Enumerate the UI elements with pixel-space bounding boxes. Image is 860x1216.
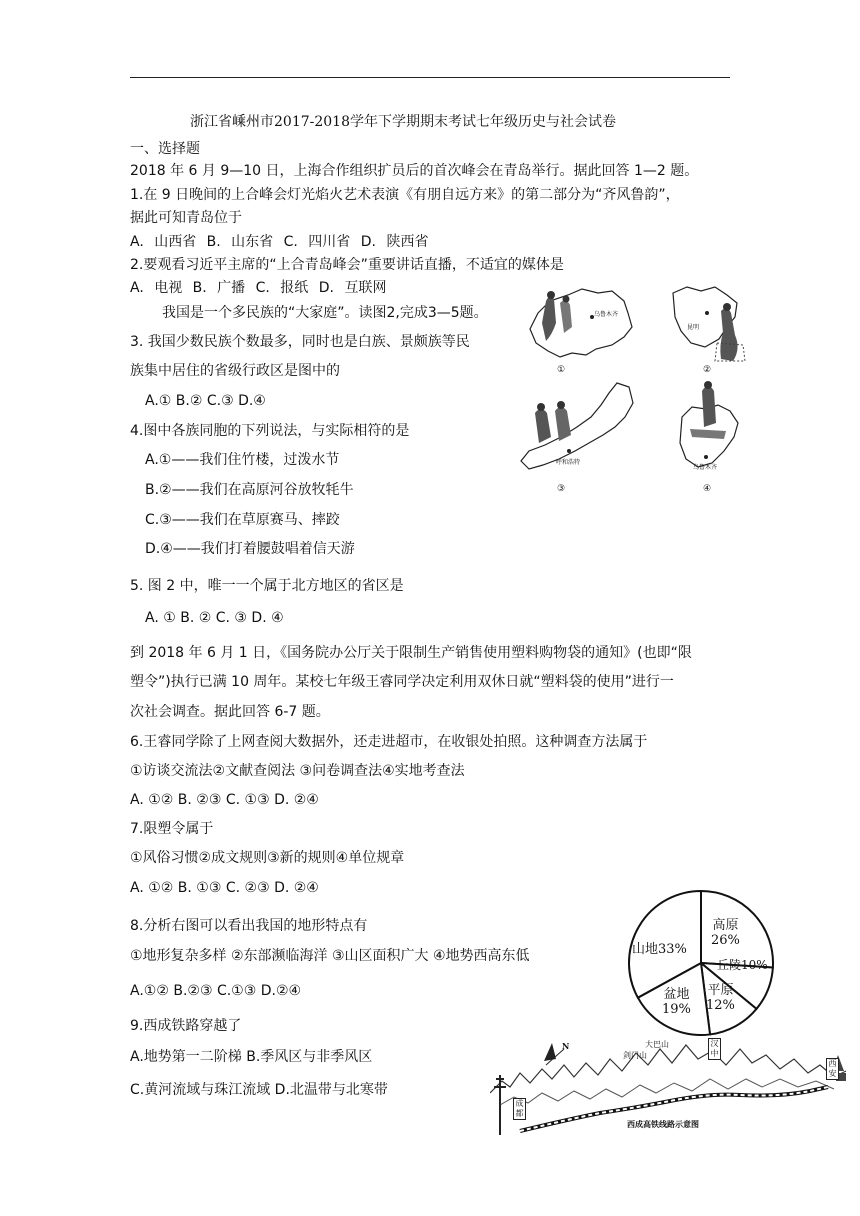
pie-label-mountains: 山地33% <box>632 942 687 957</box>
question-5: 5. 图 2 中，唯一一个属于北方地区的省区是 <box>130 578 404 594</box>
north-arrow-label: N <box>562 1041 570 1051</box>
question-7: 7.限塑令属于 <box>130 821 214 837</box>
option-4a: A.①——我们住竹楼，过泼水节 <box>145 452 340 468</box>
options-8: A.①② B.②③ C.①③ D.②④ <box>130 983 302 999</box>
options-6: A. ①② B. ②③ C. ①③ D. ②④ <box>130 792 319 808</box>
question-3: 3. 我国少数民族个数最多，同时也是白族、景颇族等民 <box>130 334 470 350</box>
choices-6: ①访谈交流法②文献查阅法 ③问卷调查法④实地考查法 <box>130 763 465 779</box>
choices-7: ①风俗习惯②成文规则③新的规则④单位规章 <box>130 850 405 866</box>
text-line: 2018 年 6 月 9—10 日，上海合作组织扩员后的首次峰会在青岛举行。据此回答 1—2 题。 <box>130 163 699 179</box>
options-5: A. ① B. ② C. ③ D. ④ <box>145 610 284 626</box>
pie-label-basins: 盆地 19% <box>662 987 691 1017</box>
province-map-1 <box>520 283 635 368</box>
options-9-ab: A.地势第一二阶梯 B.季风区与非季风区 <box>130 1049 373 1065</box>
question-6: 6.王睿同学除了上网查阅大数据外，还走进超市，在收银处拍照。这种调查方法属于 <box>130 734 648 750</box>
question-2: 2.要观看习近平主席的“上合青岛峰会”重要讲话直播，不适宜的媒体是 <box>130 257 564 273</box>
question-9: 9.西成铁路穿越了 <box>130 1018 242 1034</box>
top-rule <box>130 77 730 78</box>
province-map-2 <box>665 283 755 368</box>
options-7: A. ①② B. ①③ C. ②③ D. ②④ <box>130 880 319 896</box>
option-4c: C.③——我们在草原赛马、摔跤 <box>145 512 340 528</box>
city-box-chengdu: 成都 <box>513 1098 526 1120</box>
map-2-label: ② <box>703 365 712 375</box>
intro-3-5: 我国是一个多民族的“大家庭”。读图2,完成3—5题。 <box>162 305 488 321</box>
city-box-hanzhong: 汉中 <box>708 1038 721 1060</box>
mountain-label-jianmen: 剑门山 <box>623 1051 647 1060</box>
options-9-cd: C.黄河流域与珠江流域 D.北温带与北寒带 <box>130 1082 388 1098</box>
question-1: 1.在 9 日晚间的上合峰会灯光焰火艺术表演《有朋自远方来》的第二部分为“齐风鲁韵”， <box>130 187 680 203</box>
option-4b: B.②——我们在高原河谷放牧牦牛 <box>145 482 354 498</box>
page-title: 浙江省嵊州市2017-2018学年下学期期末考试七年级历史与社会试卷 <box>190 114 616 130</box>
text-line: 塑令”)执行已满 10 周年。某校七年级王睿同学决定利用双休日就“塑料袋的使用”进行一 <box>130 674 674 690</box>
options-1: A. 山西省 B. 山东省 C. 四川省 D. 陕西省 <box>130 234 429 250</box>
section-heading: 一、选择题 <box>130 141 200 157</box>
map-4-label: ④ <box>703 484 712 494</box>
pie-label-plateau: 高原 26% <box>711 918 740 948</box>
text-line: 据此可知青岛位于 <box>130 210 242 226</box>
question-8: 8.分析右图可以看出我国的地形特点有 <box>130 918 368 934</box>
railway-caption: 西成高铁线路示意图 <box>627 1119 699 1129</box>
map-1-place: 乌鲁木齐 <box>594 311 619 318</box>
pie-label-hills: 丘陵10% <box>717 958 768 972</box>
map-3-label: ③ <box>557 484 566 494</box>
map-1-label: ① <box>557 365 566 375</box>
intro-6-7: 到 2018 年 6 月 1 日，《国务院办公厅关于限制生产销售使用塑料购物袋的通知》(也即“限 <box>130 645 692 661</box>
options-3: A.① B.② C.③ D.④ <box>145 393 266 409</box>
map-3-place: 呼和浩特 <box>556 459 581 466</box>
province-map-3 <box>517 377 647 482</box>
pie-label-plains: 平原 12% <box>706 983 735 1013</box>
options-2: A. 电视 B. 广播 C. 报纸 D. 互联网 <box>130 280 387 296</box>
map-2-place: 昆明 <box>687 324 700 331</box>
choices-8: ①地形复杂多样 ②东部濒临海洋 ③山区面积广大 ④地势西高东低 <box>130 948 530 964</box>
mountain-label-daba: 大巴山 <box>645 1040 669 1049</box>
question-4: 4.图中各族同胞的下列说法，与实际相符的是 <box>130 423 410 439</box>
text-line: 次社会调查。据此回答 6-7 题。 <box>130 704 330 720</box>
option-4d: D.④——我们打着腰鼓唱着信天游 <box>145 541 355 557</box>
city-box-xian: 西安 <box>826 1058 839 1080</box>
map-4-place: 乌鲁木齐 <box>693 464 718 471</box>
text-line: 族集中居住的省级行政区是图中的 <box>130 363 340 379</box>
